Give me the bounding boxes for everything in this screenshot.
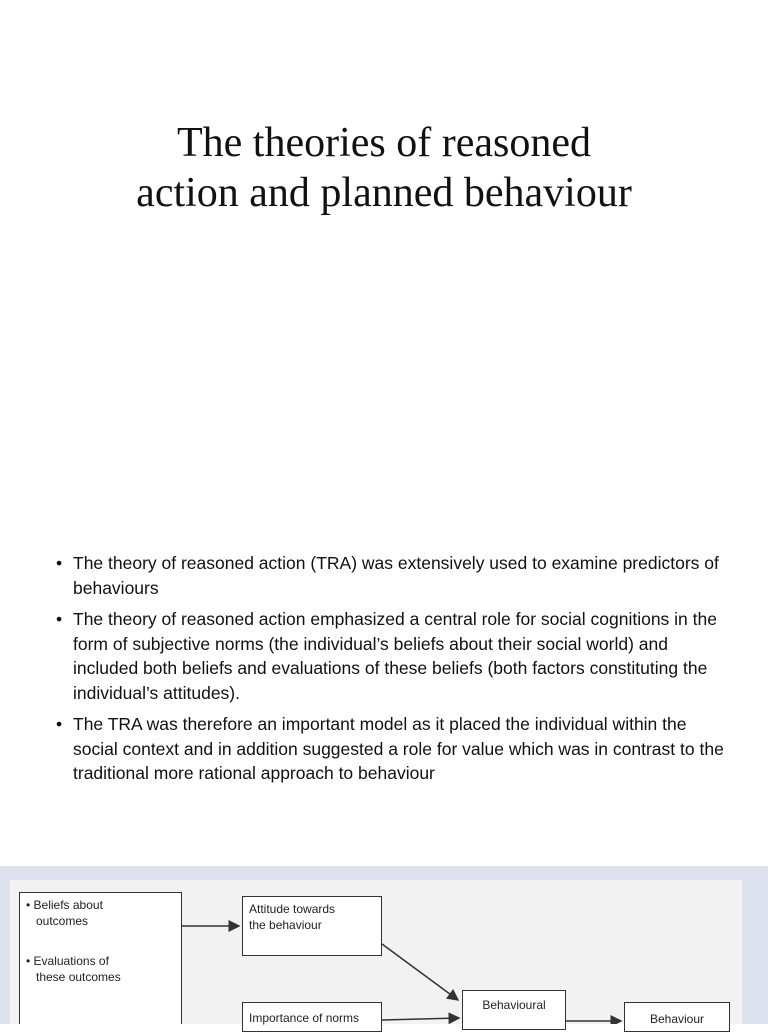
bullet-list bbox=[56, 551, 726, 793]
bullet-item bbox=[56, 712, 726, 786]
bullet-marker: • bbox=[56, 714, 63, 734]
norms-box bbox=[242, 1002, 382, 1032]
bullet-item bbox=[56, 607, 726, 705]
slide-title bbox=[40, 118, 728, 218]
bullet-marker: • bbox=[56, 553, 63, 573]
intention-line-1: Behavioural bbox=[482, 998, 546, 1012]
tra-diagram-frame bbox=[0, 866, 768, 1024]
beliefs-item-2-cont: these outcomes bbox=[36, 970, 121, 984]
attitude-line-1: Attitude towards bbox=[249, 902, 336, 916]
beliefs-item-2: • Evaluations of bbox=[26, 954, 109, 968]
norms-line-1: Importance of norms bbox=[249, 1011, 360, 1025]
beliefs-box bbox=[19, 892, 182, 1024]
beliefs-item-1: • Beliefs about bbox=[26, 898, 103, 912]
slide-title-line-2: action and planned behaviour bbox=[136, 170, 632, 216]
arrow-attitude-to-intention bbox=[382, 944, 458, 1000]
bullet-item bbox=[56, 551, 726, 600]
slide-title-line-1: The theories of reasoned bbox=[177, 120, 591, 166]
attitude-line-2: the behaviour bbox=[249, 918, 322, 932]
bullet-marker: • bbox=[56, 609, 63, 629]
behaviour-box bbox=[624, 1002, 730, 1032]
attitude-box bbox=[242, 896, 382, 956]
bullet-text: The theory of reasoned action emphasized a central role for social cognitions in the form of subjective norms (the individual’s beliefs about their social world) and included both beliefs and evaluations of these beliefs (both factors constituting the individual’s attitudes). bbox=[73, 609, 717, 703]
bullet-text: The theory of reasoned action (TRA) was extensively used to examine predictors of behaviours bbox=[73, 553, 719, 598]
tra-diagram bbox=[10, 880, 742, 1024]
behaviour-line-1: Behaviour bbox=[649, 1012, 705, 1026]
arrow-norms-to-intention bbox=[382, 1018, 459, 1020]
intention-box bbox=[462, 990, 566, 1030]
bullet-text: The TRA was therefore an important model as it placed the individual within the social context and in addition suggested a role for value which was in contrast to the traditional more rational approach to behaviour bbox=[73, 714, 724, 783]
beliefs-item-1-cont: outcomes bbox=[36, 914, 89, 928]
